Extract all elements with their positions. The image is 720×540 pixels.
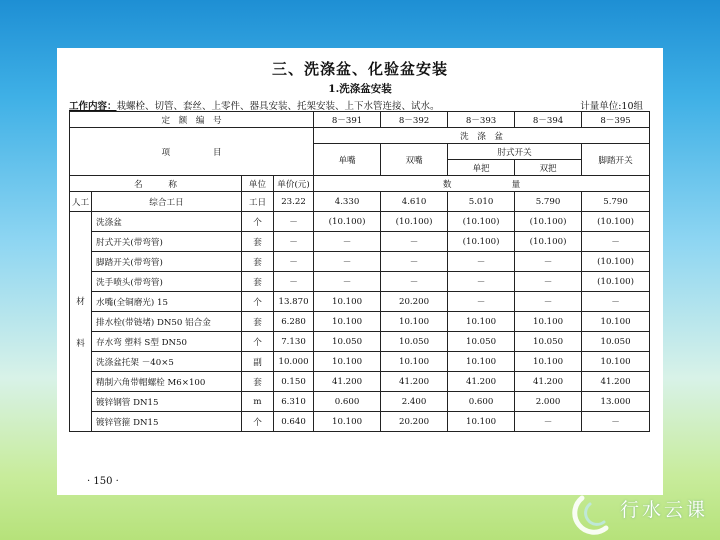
material-value: － xyxy=(515,292,582,312)
labor-group-label: 人工 xyxy=(70,192,92,212)
material-name: 肘式开关(带弯管) xyxy=(92,232,242,252)
material-value: 10.050 xyxy=(381,332,448,352)
material-value: 10.100 xyxy=(582,352,650,372)
basin-label: 洗 涤 盆 xyxy=(314,128,650,144)
material-unit: 套 xyxy=(242,232,274,252)
material-value: (10.100) xyxy=(582,272,650,292)
material-name: 镀锌管箍 DN15 xyxy=(92,412,242,432)
material-unit: 副 xyxy=(242,352,274,372)
work-content-line xyxy=(69,98,440,112)
material-value: (10.100) xyxy=(515,212,582,232)
material-unit: 个 xyxy=(242,292,274,312)
material-value: 10.050 xyxy=(448,332,515,352)
item-label: 项 目 xyxy=(70,128,314,176)
material-unit: 套 xyxy=(242,272,274,292)
material-row xyxy=(70,352,650,372)
header-row-basin xyxy=(70,128,650,144)
material-value: 41.200 xyxy=(381,372,448,392)
price-label: 单价(元) xyxy=(274,176,314,192)
material-price: 6.280 xyxy=(274,312,314,332)
labor-value: 4.330 xyxy=(314,192,381,212)
labor-unit: 工日 xyxy=(242,192,274,212)
material-price: 0.640 xyxy=(274,412,314,432)
material-row xyxy=(70,332,650,352)
material-value: 41.200 xyxy=(448,372,515,392)
material-unit: 套 xyxy=(242,252,274,272)
material-unit: 套 xyxy=(242,372,274,392)
measurement-unit: 计量单位:10组 xyxy=(580,101,643,112)
material-value: 0.600 xyxy=(448,392,515,412)
labor-value: 5.790 xyxy=(582,192,650,212)
document-title: 三、洗涤盆、化验盆安装 xyxy=(271,60,448,78)
material-value: － xyxy=(448,272,515,292)
unit-label: 单位 xyxy=(242,176,274,192)
col-foot-switch: 脚踏开关 xyxy=(582,144,650,176)
material-value: 2.000 xyxy=(515,392,582,412)
quantity-label: 数 量 xyxy=(314,176,650,192)
material-value: 10.050 xyxy=(314,332,381,352)
material-value: 10.100 xyxy=(381,312,448,332)
material-value: (10.100) xyxy=(448,212,515,232)
material-value: － xyxy=(582,412,650,432)
material-value: 10.100 xyxy=(381,352,448,372)
material-price: 7.130 xyxy=(274,332,314,352)
quota-code: 8－394 xyxy=(515,112,582,128)
labor-price: 23.22 xyxy=(274,192,314,212)
material-value: － xyxy=(314,252,381,272)
material-value: 10.100 xyxy=(448,412,515,432)
material-value: － xyxy=(515,252,582,272)
labor-value: 4.610 xyxy=(381,192,448,212)
material-value: 41.200 xyxy=(314,372,381,392)
col-single-handle: 单把 xyxy=(448,160,515,176)
material-price: 10.000 xyxy=(274,352,314,372)
material-value: 0.600 xyxy=(314,392,381,412)
quota-code-label: 定 额 编 号 xyxy=(70,112,314,128)
material-row xyxy=(70,212,650,232)
material-value: (10.100) xyxy=(314,212,381,232)
material-value: 2.400 xyxy=(381,392,448,412)
material-value: － xyxy=(448,252,515,272)
material-row xyxy=(70,272,650,292)
work-content-label: 工作内容： xyxy=(69,101,117,112)
elbow-switch-label: 肘式开关 xyxy=(448,144,582,160)
material-value: 10.100 xyxy=(314,412,381,432)
material-name: 洗手喷头(带弯管) xyxy=(92,272,242,292)
material-name: 精制六角带帽螺栓 M6×100 xyxy=(92,372,242,392)
header-row-names xyxy=(70,176,650,192)
work-content-text: 栽螺栓、切管、套丝、上零件、器具安装、托架安装、上下水管连接、试水。 xyxy=(116,101,440,112)
material-name: 脚踏开关(带弯管) xyxy=(92,252,242,272)
material-name: 镀锌钢管 DN15 xyxy=(92,392,242,412)
labor-value: 5.790 xyxy=(515,192,582,212)
material-group-label xyxy=(70,212,92,432)
material-value: (10.100) xyxy=(582,252,650,272)
material-value: － xyxy=(381,272,448,292)
material-value: 20.200 xyxy=(381,292,448,312)
quota-code: 8－392 xyxy=(381,112,448,128)
material-name: 存水弯 塑料 S型 DN50 xyxy=(92,332,242,352)
material-unit: 个 xyxy=(242,332,274,352)
material-name: 水嘴(全铜磨光) 15 xyxy=(92,292,242,312)
name-label: 名 称 xyxy=(70,176,242,192)
material-value: 41.200 xyxy=(515,372,582,392)
material-value: 10.100 xyxy=(515,312,582,332)
labor-value: 5.010 xyxy=(448,192,515,212)
material-unit: 个 xyxy=(242,412,274,432)
material-price: － xyxy=(274,272,314,292)
material-value: 10.100 xyxy=(314,292,381,312)
document-page xyxy=(57,48,663,495)
material-row xyxy=(70,252,650,272)
material-value: (10.100) xyxy=(582,212,650,232)
material-price: － xyxy=(274,252,314,272)
quota-code: 8－393 xyxy=(448,112,515,128)
material-value: 10.100 xyxy=(448,352,515,372)
material-row xyxy=(70,392,650,412)
material-row xyxy=(70,372,650,392)
col-double-handle: 双把 xyxy=(515,160,582,176)
material-value: 20.200 xyxy=(381,412,448,432)
labor-name: 综合工日 xyxy=(92,192,242,212)
material-price: 6.310 xyxy=(274,392,314,412)
material-name: 洗涤盆托架 －40×5 xyxy=(92,352,242,372)
material-unit: m xyxy=(242,392,274,412)
quota-code-row xyxy=(70,112,650,128)
material-name: 洗涤盆 xyxy=(92,212,242,232)
material-unit: 套 xyxy=(242,312,274,332)
quota-table xyxy=(69,111,650,432)
material-value: － xyxy=(381,252,448,272)
material-value: － xyxy=(582,292,650,312)
logo-text: 行水云课 xyxy=(620,499,709,521)
material-value: (10.100) xyxy=(515,232,582,252)
material-row xyxy=(70,232,650,252)
col-single-mouth: 单嘴 xyxy=(314,144,381,176)
material-price: 0.150 xyxy=(274,372,314,392)
material-value: － xyxy=(314,232,381,252)
material-value: (10.100) xyxy=(381,212,448,232)
material-value: 10.100 xyxy=(314,352,381,372)
material-value: (10.100) xyxy=(448,232,515,252)
material-unit: 个 xyxy=(242,212,274,232)
material-value: 10.050 xyxy=(582,332,650,352)
quota-code: 8－391 xyxy=(314,112,381,128)
material-value: － xyxy=(515,412,582,432)
material-value: － xyxy=(448,292,515,312)
material-value: 13.000 xyxy=(582,392,650,412)
material-value: － xyxy=(582,232,650,252)
material-row xyxy=(70,312,650,332)
material-value: 41.200 xyxy=(582,372,650,392)
material-value: － xyxy=(314,272,381,292)
material-price: － xyxy=(274,212,314,232)
material-name: 排水栓(带链堵) DN50 铝合金 xyxy=(92,312,242,332)
quota-code: 8－395 xyxy=(582,112,650,128)
material-value: － xyxy=(381,232,448,252)
material-value: 10.100 xyxy=(448,312,515,332)
material-value: － xyxy=(515,272,582,292)
material-value: 10.100 xyxy=(582,312,650,332)
page-number: · 150 · xyxy=(87,476,119,487)
material-row xyxy=(70,412,650,432)
material-value: 10.100 xyxy=(314,312,381,332)
material-group-char: 料 xyxy=(76,338,85,349)
material-row xyxy=(70,292,650,312)
material-price: － xyxy=(274,232,314,252)
material-price: 13.870 xyxy=(274,292,314,312)
labor-row xyxy=(70,192,650,212)
material-rows xyxy=(70,212,650,432)
document-subtitle: 1.洗涤盆安装 xyxy=(328,83,392,95)
material-value: 10.050 xyxy=(515,332,582,352)
material-value: 10.100 xyxy=(515,352,582,372)
col-double-mouth: 双嘴 xyxy=(381,144,448,176)
material-group-char: 材 xyxy=(76,296,85,307)
